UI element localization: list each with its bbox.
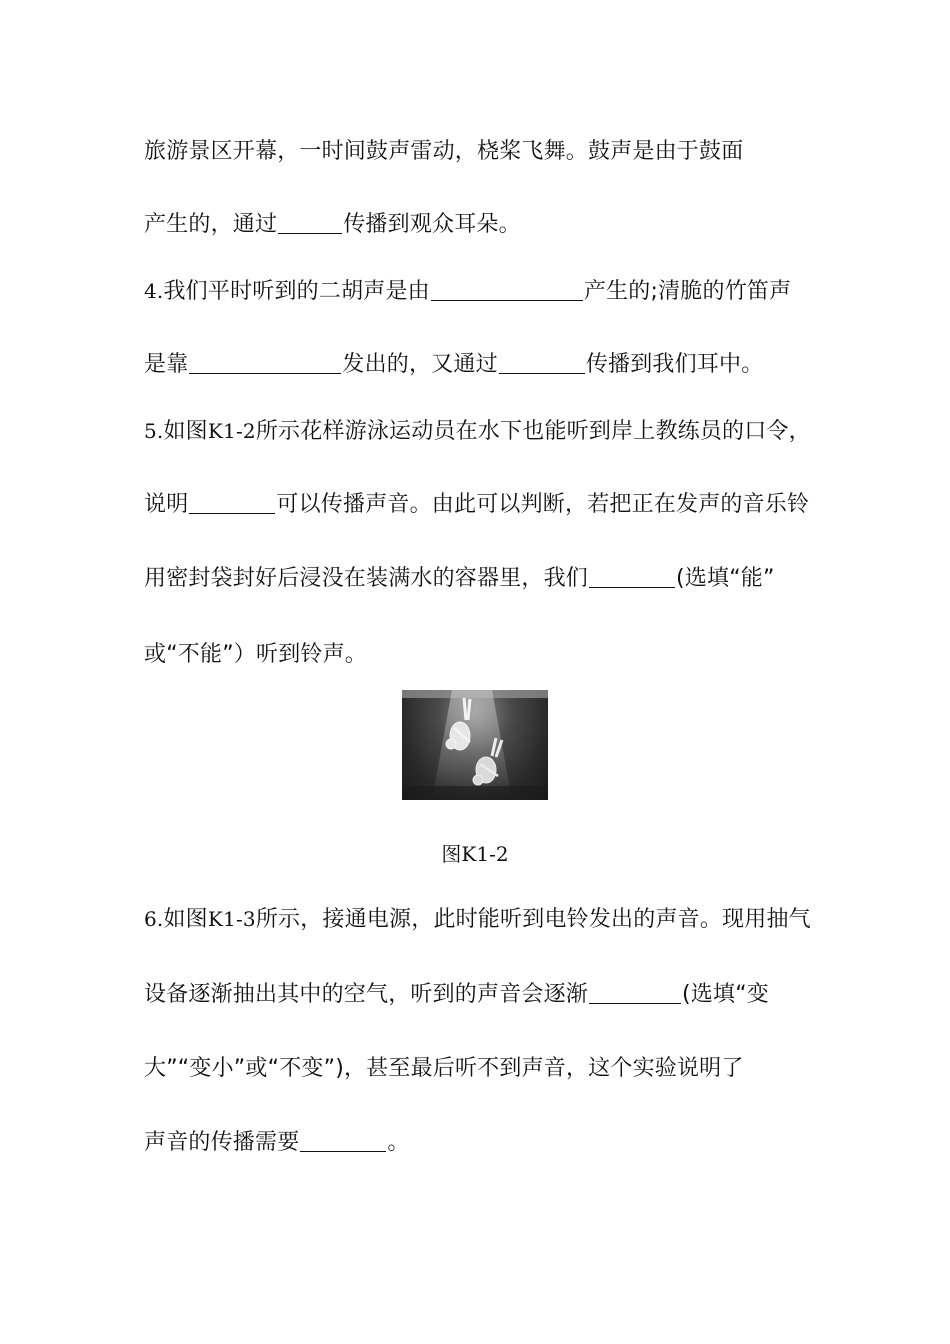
- q6-line-2: [144, 980, 769, 1010]
- q5-line-4: [144, 640, 367, 670]
- q6-text-4a: 声音的传播需要: [144, 1130, 300, 1155]
- q5-line-3: [144, 564, 775, 594]
- q5-text-4: 或“不能”）听到铃声。: [144, 642, 367, 667]
- swimmers-illustration: [402, 690, 548, 800]
- q5-blank-1[interactable]: [189, 491, 275, 514]
- q4-blank-1[interactable]: [431, 278, 583, 301]
- q6-number: 6.: [144, 907, 164, 931]
- q5-text-3a: 用密封袋封好后浸没在装满水的容器里，我们: [144, 566, 589, 591]
- q4-text-2c: 传播到我们耳中。: [585, 352, 764, 377]
- q6-text-2a: 设备逐渐抽出其中的空气，听到的声音会逐渐: [144, 982, 589, 1007]
- q3-blank-1[interactable]: [278, 211, 342, 234]
- q6-text-2b: (选填“变: [682, 982, 769, 1007]
- q5-number: 5.: [144, 419, 164, 443]
- q5-text-1a: 如图: [163, 419, 208, 444]
- figure-caption-ref: K1-2: [461, 842, 509, 866]
- q6-blank-1[interactable]: [589, 981, 681, 1004]
- q5-text-3b: (选填“能”: [676, 566, 775, 591]
- q5-blank-2[interactable]: [589, 565, 675, 588]
- q4-text-2b: 发出的，又通过: [342, 352, 498, 377]
- q3-text-2b: 传播到观众耳朵。: [343, 212, 521, 237]
- q5-figure-ref: K1-2: [207, 419, 256, 443]
- q6-text-1b: 所示，接通电源，此时能听到电铃发出的声音。现用抽气: [255, 907, 811, 932]
- q5-text-1b: 所示花样游泳运动员在水下也能听到岸上教练员的口令，: [255, 419, 811, 444]
- q5-line-2: [144, 490, 809, 520]
- q6-figure-ref: K1-3: [207, 907, 256, 931]
- figure-caption: [0, 840, 950, 868]
- q6-text-3: 大”“变小”或“不变”)，甚至最后听不到声音，这个实验说明了: [144, 1056, 744, 1081]
- q3-line-2: [144, 210, 521, 240]
- q4-blank-2[interactable]: [189, 351, 341, 374]
- q5-text-2b: 可以传播声音。由此可以判断，若把正在发声的音乐铃: [276, 492, 810, 517]
- q3-line-1: [144, 137, 743, 167]
- q4-line-1: [144, 276, 791, 307]
- q6-line-4: [144, 1128, 410, 1158]
- q6-text-1a: 如图: [163, 907, 208, 932]
- q4-line-2: [144, 350, 763, 380]
- q5-line-1: [144, 416, 811, 447]
- q6-line-1: [144, 904, 811, 935]
- q6-blank-2[interactable]: [300, 1129, 386, 1152]
- q4-text-2a: 是靠: [144, 352, 189, 377]
- q5-text-2a: 说明: [144, 492, 189, 517]
- q3-text-2a: 产生的，通过: [144, 212, 278, 237]
- q6-line-3: [144, 1054, 744, 1084]
- q4-blank-3[interactable]: [499, 351, 585, 374]
- synchronized-swimming-photo: [402, 690, 548, 800]
- q3-text-1: 旅游景区开幕，一时间鼓声雷动，桡桨飞舞。鼓声是由于鼓面: [144, 139, 744, 164]
- q4-text-1b: 产生的;清脆的竹笛声: [583, 279, 792, 304]
- figure-caption-prefix: 图: [441, 842, 462, 866]
- q6-text-4b: 。: [387, 1130, 410, 1155]
- q4-text-1a: 我们平时听到的二胡声是由: [163, 279, 430, 304]
- q4-number: 4.: [144, 279, 164, 303]
